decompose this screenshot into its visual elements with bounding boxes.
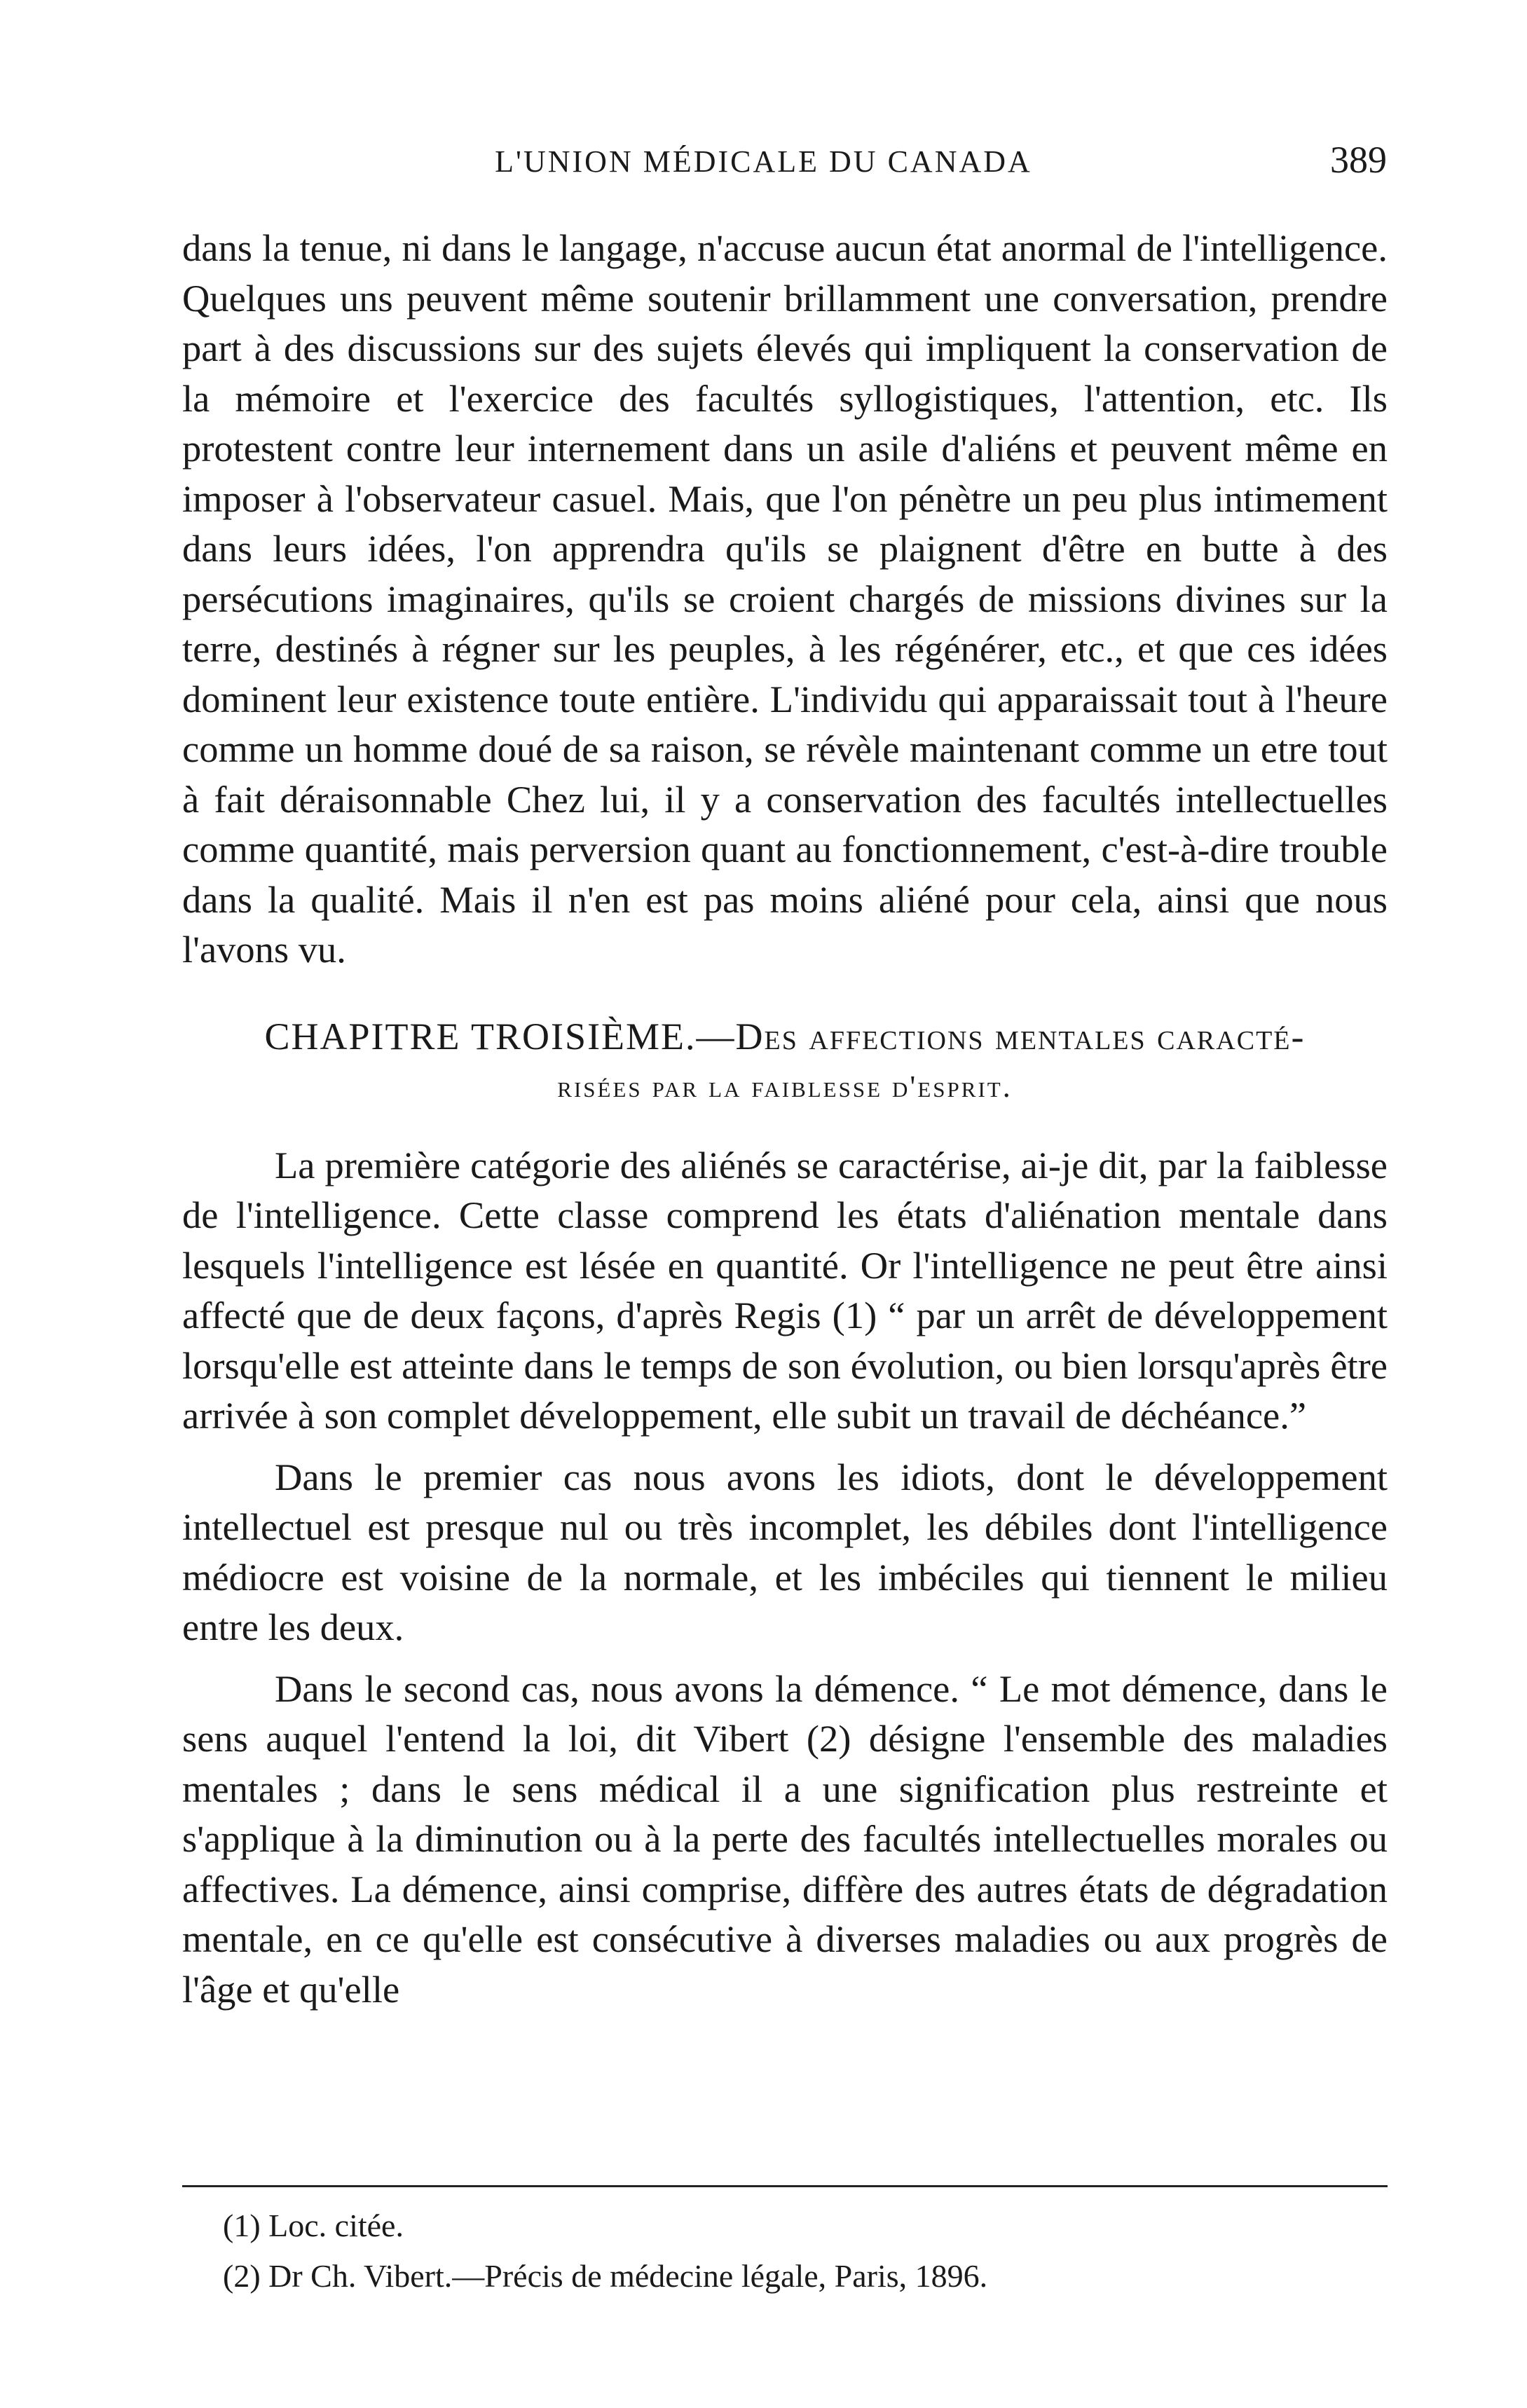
chapter-title-line-2: risées par la faiblesse d'esprit. (557, 1069, 1013, 1104)
main-text (182, 223, 1388, 2014)
footnote: (1) Loc. citée. (223, 2208, 404, 2243)
footnote: (2) Dr Ch. Vibert.—Précis de médecine légale, Paris, 1896. (223, 2258, 988, 2294)
paragraph: Dans le premier cas nous avons les idiots, dont le développement intellectuel est presque nul ou très incomplet, les débiles dont l'intelligence médiocre est voisine de la normale, et les imbéciles qui tiennent le milieu entre les deux. (182, 1455, 1388, 1648)
footnotes (223, 2201, 1386, 2301)
paragraph: Dans le second cas, nous avons la démence. “ Le mot démence, dans le sens auquel l'entend la loi, dit Vibert (2) désigne l'ensemble des maladies mentales ; dans le sens médical il a une signification plus restreinte et s'applique à la diminution ou à la perte des facultés intellectuelles morales ou affectives. La démence, ainsi comprise, diffère des autres états de dégradation mentale, en ce qu'elle est consécutive à diverses maladies ou aux progrès de l'âge et qu'elle (182, 1667, 1388, 2011)
paragraph-continued: dans la tenue, ni dans le langage, n'accuse aucun état anormal de l'intelligence. Quelques uns peuvent même soutenir brillamment une conversation, prendre part à des discussions sur des sujets élevés qui impliquent la conservation de la mémoire et l'exercice des facultés syllogistiques, l'attention, etc. Ils protestent contre leur internement dans un asile d'aliéns et peuvent même en imposer à l'observateur casuel. Mais, que l'on pénètre un peu plus intimement dans leurs idées, l'on apprendra qu'ils se plaignent d'être en butte à des persécutions imaginaires, qu'ils se croient chargés de missions divines sur la terre, destinés à régner sur les peuples, à les régénérer, etc., et que ces idées dominent leur existence toute entière. L'individu qui apparaissait tout à l'heure comme un homme doué de sa raison, se révèle maintenant comme un etre tout à fait déraisonnable Chez lui, il y a conservation des facultés intellectuelles comme quantité, mais perversion quant au fonctionnement, c'est-à-dire trouble dans la qualité. Mais il n'en est pas moins aliéné pour cela, ainsi que nous l'avons vu. (182, 226, 1388, 971)
chapter-title-line-1: CHAPITRE TROISIÈME.—Des affections mentales caracté- (264, 1015, 1306, 1058)
page-number: 389 (1330, 139, 1387, 181)
paragraph: La première catégorie des aliénés se caractérise, ai-je dit, par la faiblesse de l'intelligence. Cette classe comprend les états d'aliénation mentale dans lesquels l'intelligence est lésée en quantité. Or l'intelligence ne peut être ainsi affecté que de deux façons, d'après Regis (1) “ par un arrêt de développement lorsqu'elle est atteinte dans le temps de son évolution, ou bien lorsqu'après être arrivée à son complet développement, elle subit un travail de déchéance.” (182, 1143, 1388, 1437)
chapter-heading (182, 1011, 1388, 1112)
footnote-rule (182, 2185, 1388, 2187)
running-title: L'UNION MÉDICALE DU CANADA (495, 144, 1032, 179)
page-header (0, 139, 1527, 193)
